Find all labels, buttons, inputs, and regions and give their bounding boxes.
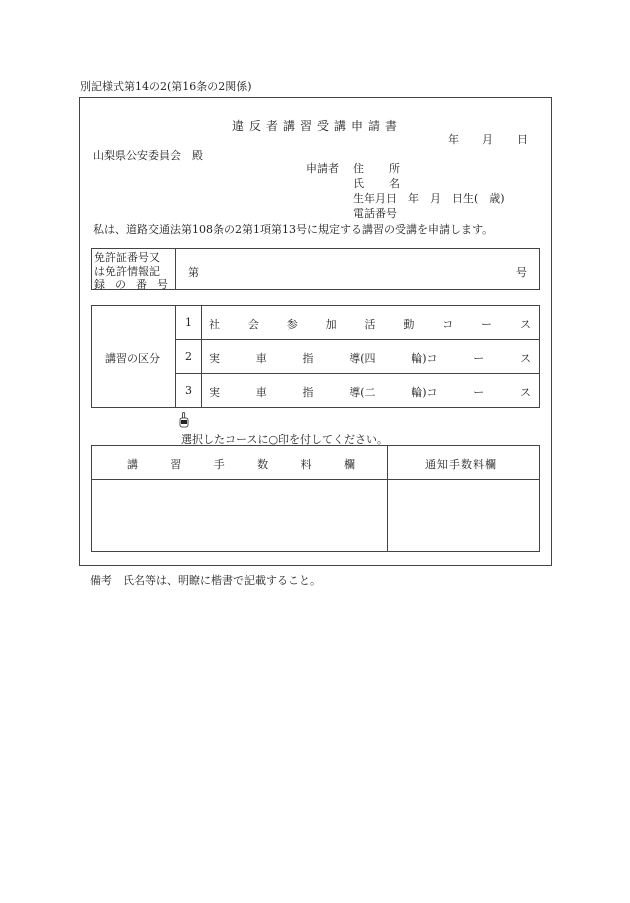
license-label-char: の: [115, 278, 126, 291]
course-option-two-wheel[interactable]: 実 車 指 導(二 輪)コ ー ス: [209, 386, 531, 399]
license-label-line3: [94, 278, 168, 292]
license-number-label: [94, 251, 174, 292]
course-section-label: 講習の区分: [105, 352, 160, 365]
course-row-line-2: [175, 373, 540, 374]
name-label-1: 氏: [353, 177, 364, 190]
notice-fee-header: 通知手数料欄: [425, 458, 497, 471]
date-day: 日: [517, 133, 528, 146]
pointing-hand-icon: [179, 412, 189, 428]
course-fee-header: 講 習 手 数 料 欄: [127, 458, 355, 471]
license-label-char: 録: [94, 278, 105, 291]
license-suffix: 号: [516, 266, 527, 279]
course-divider-1: [175, 305, 176, 408]
name-label-2: 名: [389, 177, 400, 190]
notice-fee-field[interactable]: [388, 480, 539, 551]
license-label-char: 号: [157, 278, 168, 291]
course-option-four-wheel[interactable]: 実 車 指 導(四 輪)コ ー ス: [209, 352, 531, 365]
application-statement: 私は、道路交通法第108条の2第1項第13号に規定する講習の受講を申請します。: [93, 223, 494, 236]
course-option-number: 3: [185, 384, 192, 397]
course-fee-field[interactable]: [92, 480, 386, 551]
form-title: 違反者講習受講申請書: [232, 119, 403, 133]
form-label: 別記様式第14の2(第16条の2関係): [80, 80, 252, 93]
course-divider-2: [201, 305, 202, 408]
select-course-note: 選択したコースに○印を付してください。: [181, 433, 389, 446]
course-option-number: 2: [185, 350, 192, 363]
birth-date-label: 生年月日 年 月 日生( 歳): [353, 192, 505, 205]
course-option-social-activity[interactable]: 社 会 参 加 活 動 コ ー ス: [209, 318, 531, 331]
license-prefix: 第: [188, 266, 199, 279]
footer-note: 備考 氏名等は、明瞭に楷書で記載すること。: [90, 574, 321, 587]
course-row-line-1: [175, 339, 540, 340]
address-label-1: 住: [353, 162, 364, 175]
address-label-2: 所: [389, 162, 400, 175]
date-year: 年: [448, 133, 459, 146]
license-label-line1: 免許証番号又: [94, 251, 160, 264]
applicant-label: 申請者: [306, 162, 339, 175]
license-label-line2: は免許情報記: [94, 264, 160, 278]
course-option-number: 1: [185, 316, 192, 329]
phone-label: 電話番号: [353, 207, 397, 220]
addressee: 山梨県公安委員会 殿: [93, 149, 203, 162]
date-month: 月: [482, 133, 493, 146]
license-divider: [175, 248, 176, 290]
license-label-char: 番: [136, 278, 147, 291]
